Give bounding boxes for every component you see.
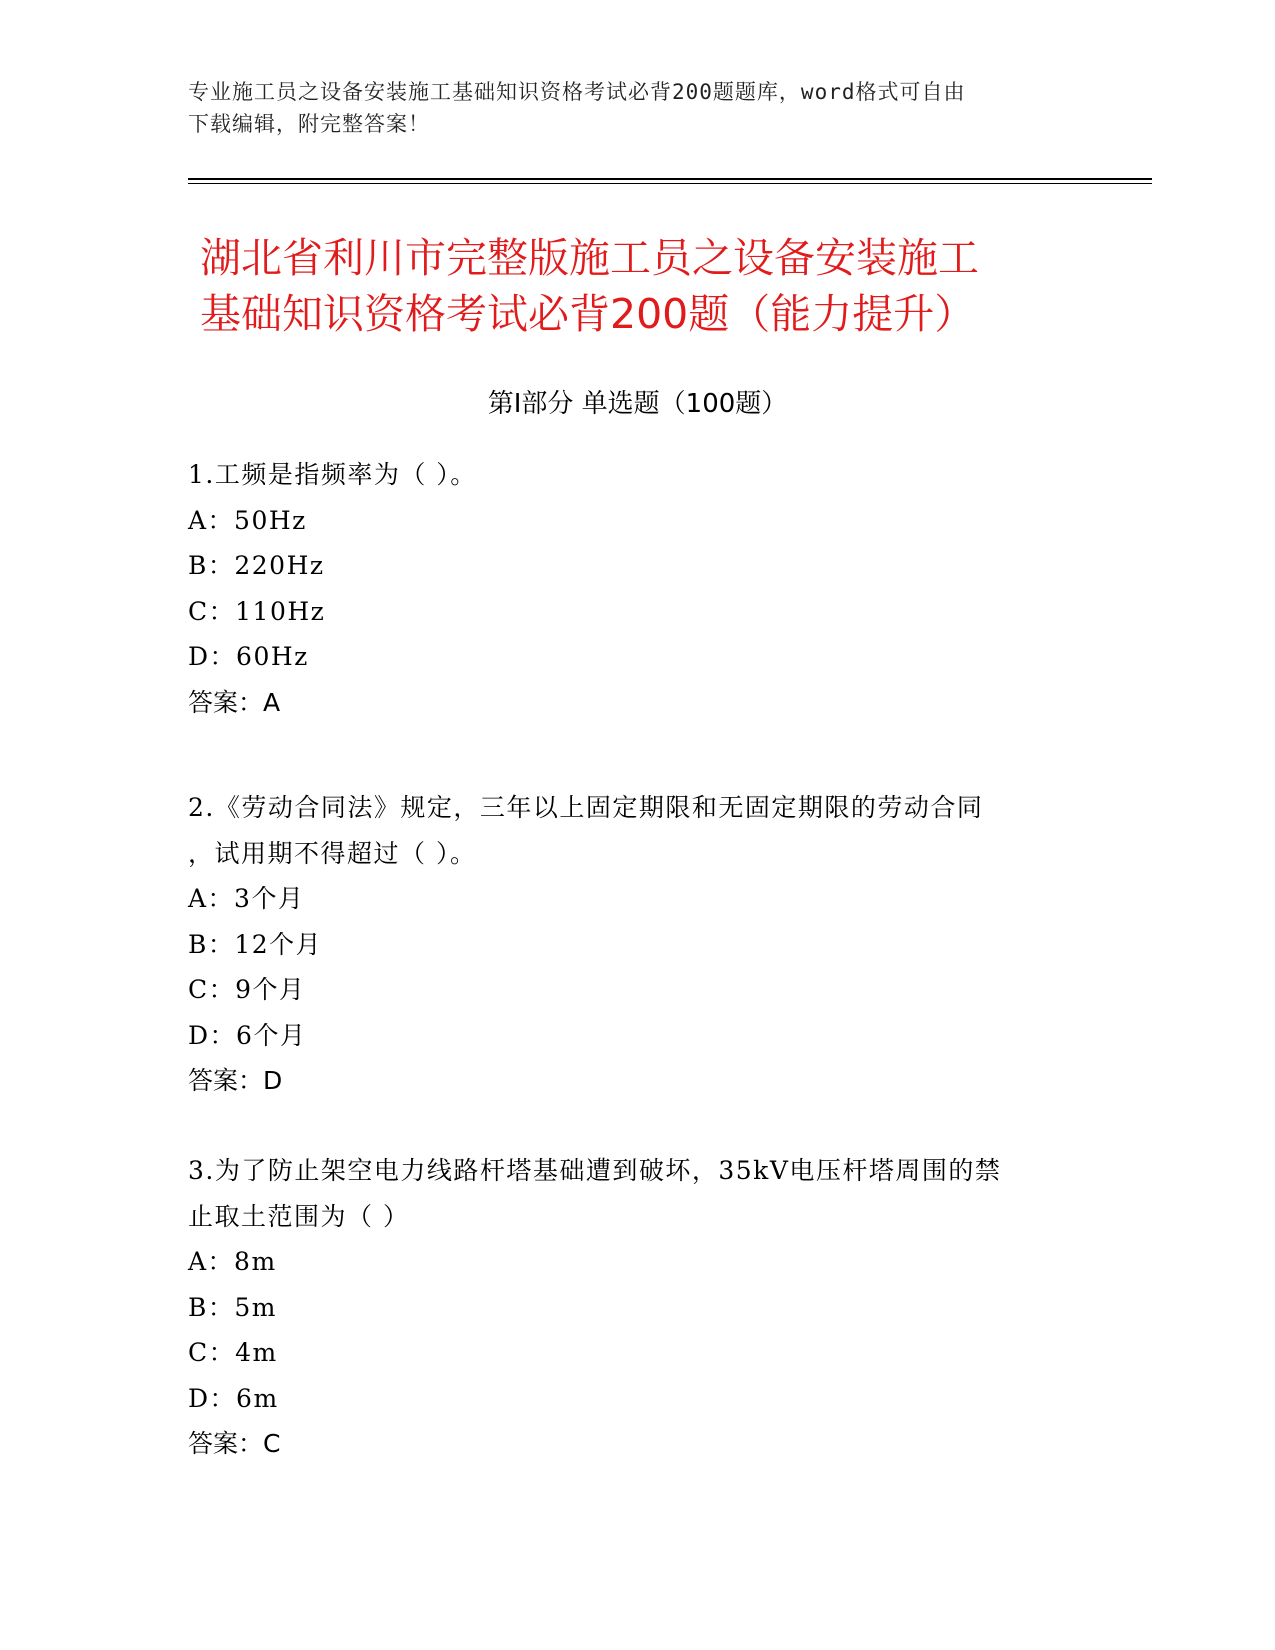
header-note-line: 下载编辑，附完整答案！ xyxy=(188,112,430,136)
question-text: 止取土范围为（ ） xyxy=(188,1201,410,1231)
header-divider xyxy=(188,178,1152,180)
option-d: D：6m xyxy=(188,1383,279,1413)
question-2 xyxy=(188,785,1088,1104)
section-title: 第Ⅰ部分 单选题（100题） xyxy=(487,389,788,419)
option-b: B：5m xyxy=(188,1292,277,1322)
answer: 答案：C xyxy=(188,1429,281,1458)
header-note xyxy=(188,76,1088,140)
option-c: C：4m xyxy=(188,1338,278,1367)
document-title-line: 基础知识资格考试必背200题（能力提升） xyxy=(200,290,976,338)
document-title xyxy=(200,230,1100,342)
question-text: 2.《劳动合同法》规定，三年以上固定期限和无固定期限的劳动合同 xyxy=(188,793,984,822)
answer: 答案：D xyxy=(188,1066,283,1095)
question-1 xyxy=(188,452,1088,725)
question-text: 3.为了防止架空电力线路杆塔基础遭到破坏，35kV电压杆塔周围的禁 xyxy=(188,1156,1002,1185)
header-note-line: 专业施工员之设备安装施工基础知识资格考试必背200题题库，word格式可自由 xyxy=(188,80,966,104)
document-title-line: 湖北省利川市完整版施工员之设备安装施工 xyxy=(200,234,979,282)
option-c: C：9个月 xyxy=(188,975,306,1004)
question-text: ，试用期不得超过（ ）。 xyxy=(188,838,477,868)
option-a: A：8m xyxy=(188,1247,277,1276)
option-d: D：60Hz xyxy=(188,642,309,671)
option-b: B：12个月 xyxy=(188,929,323,959)
header-divider-thin xyxy=(188,183,1152,184)
answer: 答案：A xyxy=(188,687,281,717)
option-d: D：6个月 xyxy=(188,1020,307,1050)
option-b: B：220Hz xyxy=(188,551,325,580)
question-3 xyxy=(188,1148,1088,1467)
option-c: C：110Hz xyxy=(188,596,326,626)
option-a: A：3个月 xyxy=(188,884,305,913)
question-text: 1.工频是指频率为（ ）。 xyxy=(188,460,477,489)
option-a: A：50Hz xyxy=(188,505,307,535)
